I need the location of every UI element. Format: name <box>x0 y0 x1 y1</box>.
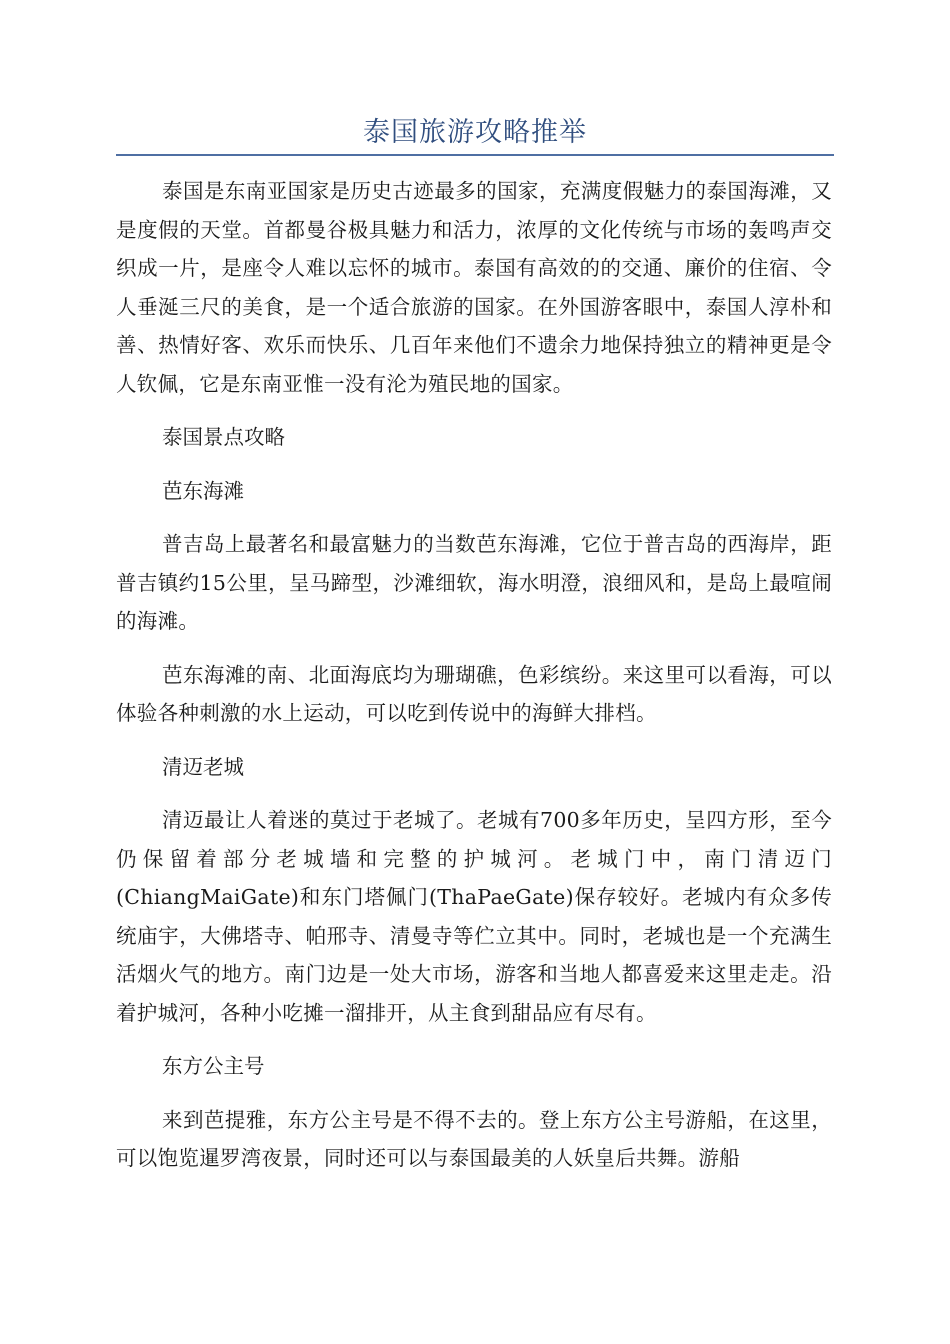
chiang-mai-paragraph: 清迈最让人着迷的莫过于老城了。老城有700多年历史，呈四方形，至今仍保留着部分老城墙和完整的护城河。老城门中，南门清迈门(ChiangMaiGate)和东门塔佩门(ThaPaeGate)保存较好。老城内有众多传统庙宇，大佛塔寺、帕邢寺、清曼寺等伫立其中。同时，老城也是一个充满生活烟火气的地方。南门边是一处大市场，游客和当地人都喜爱来这里走走。沿着护城河，各种小吃摊一溜排开，从主食到甜品应有尽有。 <box>116 808 832 1025</box>
intro-paragraph: 泰国是东南亚国家是历史古迹最多的国家，充满度假魅力的泰国海滩，又是度假的天堂。首都曼谷极具魅力和活力，浓厚的文化传统与市场的轰鸣声交织成一片，是座令人难以忘怀的城市。泰国有高效的的交通、廉价的住宿、令人垂涎三尺的美食，是一个适合旅游的国家。在外国游客眼中，泰国人淳朴和善、热情好客、欢乐而快乐、几百年来他们不遗余力地保持独立的精神更是令人钦佩，它是东南亚惟一没有沦为殖民地的国家。 <box>116 179 832 396</box>
section-heading-oriental-princess: 东方公主号 <box>162 1054 265 1078</box>
section-heading-patong-beach: 芭东海滩 <box>162 478 244 503</box>
oriental-princess-paragraph: 来到芭提雅，东方公主号是不得不去的。登上东方公主号游船，在这里，可以饱览暹罗湾夜景，同时还可以与泰国最美的人妖皇后共舞。游船 <box>116 1107 832 1170</box>
section-heading-attractions: 泰国景点攻略 <box>162 425 285 449</box>
title-underline <box>116 154 834 156</box>
document-body <box>116 172 832 1193</box>
section-heading-chiang-mai-old-city: 清迈老城 <box>162 754 244 779</box>
document-title: 泰国旅游攻略推举 <box>363 117 587 148</box>
patong-paragraph-2: 芭东海滩的南、北面海底均为珊瑚礁，色彩缤纷。来这里可以看海，可以体验各种刺激的水上运动，可以吃到传说中的海鲜大排档。 <box>116 662 832 725</box>
patong-paragraph-1: 普吉岛上最著名和最富魅力的当数芭东海滩，它位于普吉岛的西海岸，距普吉镇约15公里，呈马蹄型，沙滩细软，海水明澄，浪细风和，是岛上最喧闹的海滩。 <box>116 532 832 633</box>
